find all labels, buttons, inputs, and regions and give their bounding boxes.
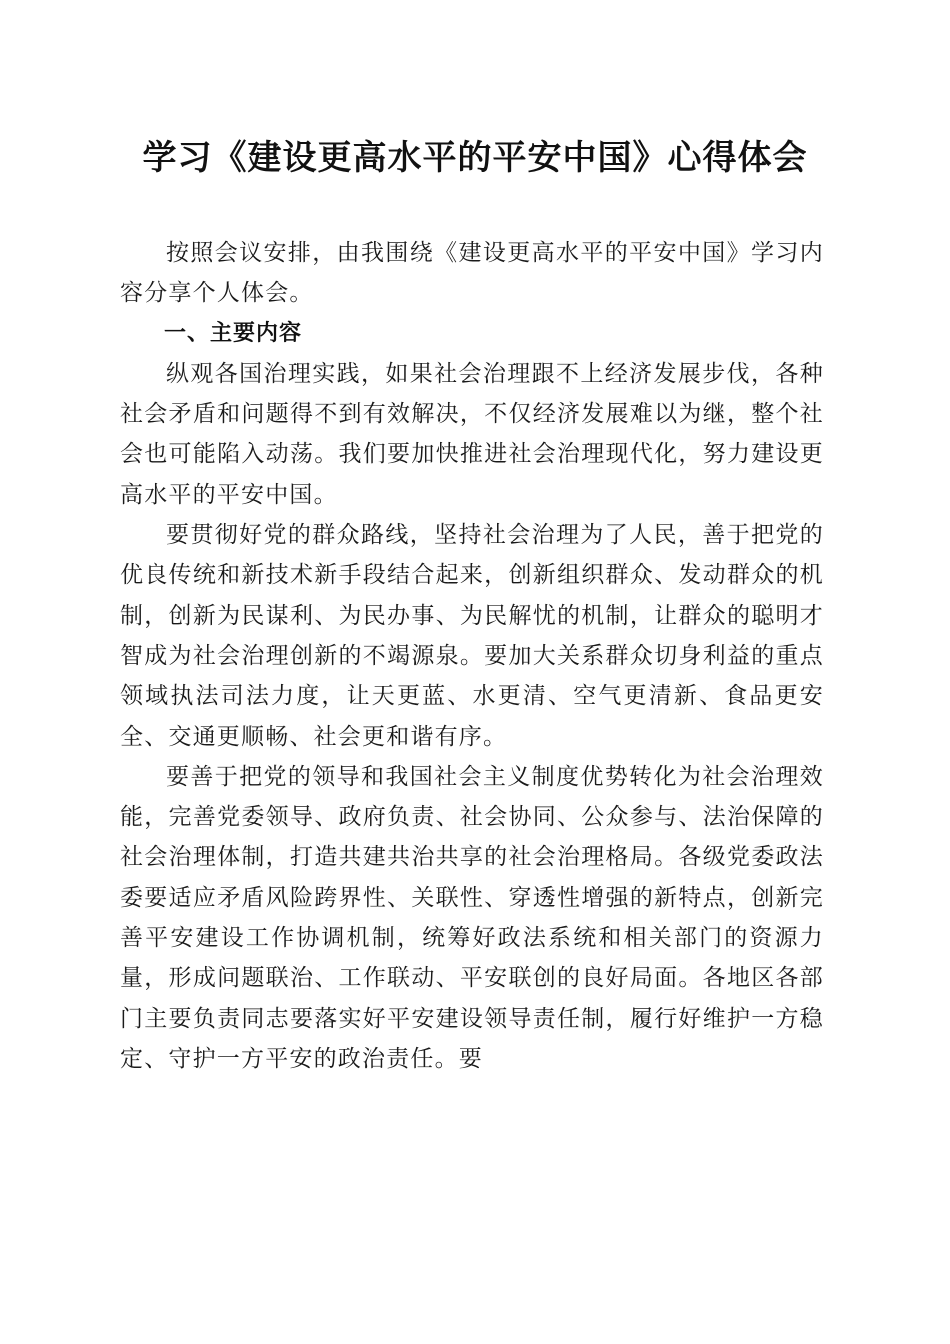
document-title: 学习《建设更高水平的平安中国》心得体会 [142,138,808,178]
body-paragraph-3: 要善于把党的领导和我国社会主义制度优势转化为社会治理效能，完善党委领导、政府负责、社会协同、公众参与、法治保障的社会治理体制，打造共建共治共享的社会治理格局。各级党委政法委要适应矛盾风险跨界性、关联性、穿透性增强的新特点，创新完善平安建设工作协调机制，统筹好政法系统和相关部门的资源力量，形成问题联治、工作联动、平安联创的良好局面。各地区各部门主要负责同志要落实好平安建设领导责任制，履行好维护一方稳定、守护一方平安的政治责任。要 [120,763,824,1072]
body-paragraph-2: 要贯彻好党的群众路线，坚持社会治理为了人民，善于把党的优良传统和新技术新手段结合起来，创新组织群众、发动群众的机制，创新为民谋利、为民办事、为民解忧的机制，让群众的聪明才智成为社会治理创新的不竭源泉。要加大关系群众切身利益的重点领域执法司法力度，让天更蓝、水更清、空气更清新、食品更安全、交通更顺畅、社会更和谐有序。 [120,522,824,750]
body-paragraph-1: 纵观各国治理实践，如果社会治理跟不上经济发展步伐，各种社会矛盾和问题得不到有效解决，不仅经济发展难以为继，整个社会也可能陷入动荡。我们要加快推进社会治理现代化，努力建设更高水平的平安中国。 [120,360,824,508]
document-body [120,233,824,1079]
intro-paragraph: 按照会议安排，由我围绕《建设更高水平的平安中国》学习内容分享个人体会。 [120,240,824,307]
section-heading: 一、主要内容 [164,320,303,346]
